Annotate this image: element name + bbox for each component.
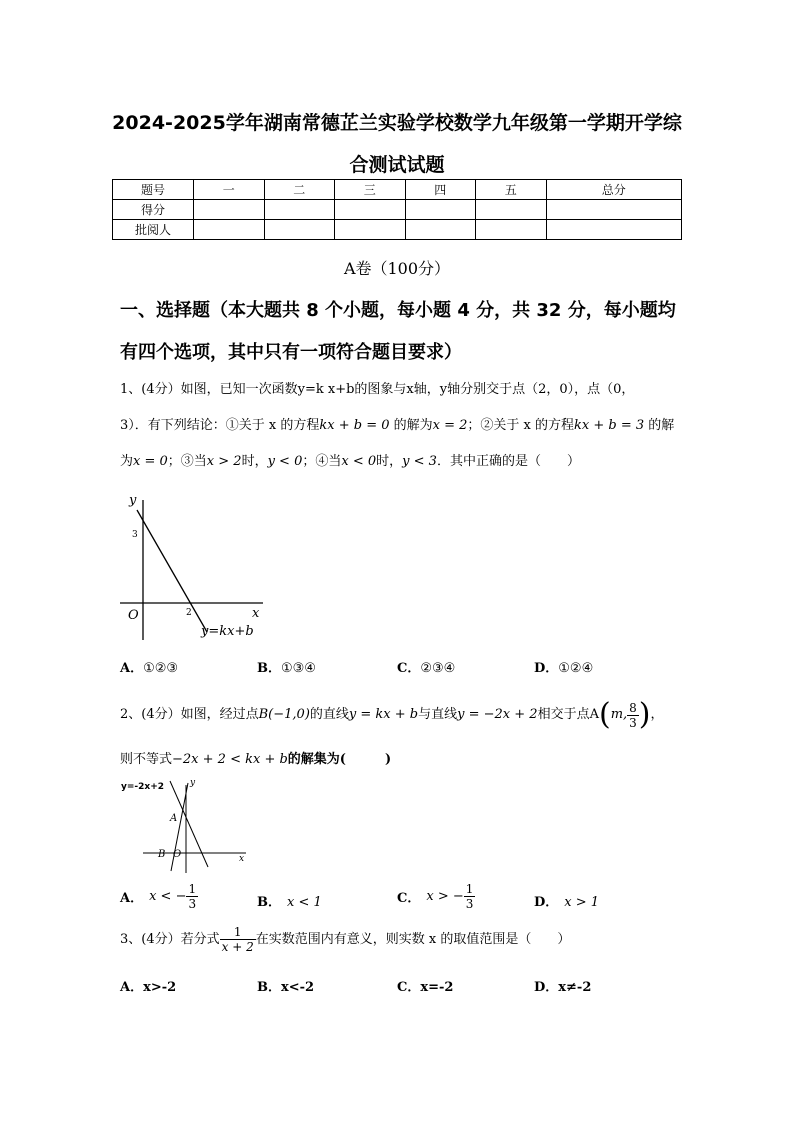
score-table-cell[interactable] <box>264 200 335 220</box>
q2-text: 则不等式 <box>120 752 173 767</box>
score-table-cell[interactable] <box>264 220 335 240</box>
q2-point-a-m: m, <box>610 707 628 722</box>
option-text: x < − <box>149 889 187 904</box>
q1-x-tick-label: 2 <box>186 608 192 618</box>
q2-line-label: y=-2x+2 <box>121 782 165 792</box>
q2-text: 的解集为( ) <box>287 752 392 767</box>
q2-point-a-graph-label: A <box>170 813 178 824</box>
q2-graph <box>118 775 253 875</box>
section1-title-line2: 有四个选项，其中只有一项符合题目要求） <box>120 342 462 363</box>
option-text: x > − <box>426 889 464 904</box>
q1-equation: y < 3 <box>402 454 437 469</box>
q2-option-a[interactable] <box>120 882 198 911</box>
q1-option-d[interactable] <box>534 657 593 676</box>
fraction-numerator: 1 <box>188 882 197 896</box>
q2-equation: y = −2x + 2 <box>457 707 538 722</box>
score-table-header-cell: 二 <box>264 180 335 200</box>
score-table-header-cell: 一 <box>194 180 265 200</box>
score-table-cell: 得分 <box>113 200 194 220</box>
score-table-cell[interactable] <box>335 200 406 220</box>
option-text: ①②④ <box>558 661 594 676</box>
option-letter: D． <box>534 980 559 995</box>
q3-option-d[interactable] <box>534 976 591 995</box>
section1-title-line1: 一、选择题（本大题共 8 个小题，每小题 4 分，共 32 分，每小题均 <box>120 300 676 321</box>
fraction-denominator: 3 <box>465 897 474 911</box>
score-table-cell[interactable] <box>335 220 406 240</box>
score-table-row <box>113 200 682 220</box>
q2-inequality: −2x + 2 < kx + b <box>172 752 288 767</box>
fraction-numerator: 8 <box>629 700 637 715</box>
score-table-header-cell: 五 <box>476 180 547 200</box>
q1-equation: y < 0 <box>267 454 303 469</box>
fraction-numerator: 1 <box>220 925 256 940</box>
fraction-denominator: x + 2 <box>221 940 254 954</box>
option-fraction <box>464 882 476 911</box>
option-letter: B． <box>257 895 281 910</box>
q1-equation: x < 0 <box>341 454 377 469</box>
q1-text: 的解 <box>644 418 675 433</box>
score-table-cell: 批阅人 <box>113 220 194 240</box>
q1-text: ；②关于 x 的方程 <box>467 418 575 433</box>
score-table-header-cell: 总分 <box>546 180 682 200</box>
score-table-cell[interactable] <box>476 200 547 220</box>
q1-option-c[interactable] <box>397 657 455 676</box>
q3-text: 3、(4分）若分式 <box>120 931 220 947</box>
fraction-numerator: 1 <box>465 882 474 896</box>
q1-function-line <box>137 510 207 632</box>
option-fraction <box>186 882 198 911</box>
q1-line2 <box>120 416 674 436</box>
score-table-cell[interactable] <box>194 220 265 240</box>
option-letter: C． <box>397 980 421 995</box>
q3-option-a[interactable] <box>120 976 176 995</box>
q1-text: 时， <box>376 454 403 469</box>
q1-text: 3）．有下列结论：①关于 x 的方程 <box>120 418 320 433</box>
option-text: ①②③ <box>143 661 179 676</box>
option-letter: D． <box>534 895 559 910</box>
score-table-header-cell: 四 <box>405 180 476 200</box>
option-text: x=-2 <box>420 980 454 995</box>
q1-line3 <box>120 452 580 472</box>
q1-equation: x = 2 <box>432 418 468 433</box>
q2-text: 2、(4分）如图，经过点 <box>120 707 259 722</box>
q3-option-c[interactable] <box>397 976 453 995</box>
q1-equation: kx + b = 3 <box>574 418 645 433</box>
q1-option-b[interactable] <box>257 657 316 676</box>
q2-equation: y = kx + b <box>348 707 419 722</box>
option-text: ②③④ <box>420 661 456 676</box>
q2-text: 与直线 <box>418 707 458 722</box>
score-table-row <box>113 220 682 240</box>
q1-line-label: y=kx+b <box>201 624 254 639</box>
q1-line1: 1、(4分）如图，已知一次函数y=k x+b的图象与x轴，y轴分别交于点（2，0），点（0， <box>120 382 635 397</box>
q3-text: 在实数范围内有意义，则实数 x 的取值范围是（ ） <box>255 931 571 947</box>
q2-option-c[interactable] <box>397 882 475 911</box>
q1-text: 的解为 <box>389 418 433 433</box>
q1-y-label: y <box>129 493 137 508</box>
q2-text: ， <box>650 707 664 722</box>
score-table-cell[interactable] <box>405 200 476 220</box>
q2-point-a-label: A <box>589 707 599 722</box>
q2-text: 相交于点 <box>537 707 590 722</box>
option-text: x≠-2 <box>558 980 592 995</box>
option-text: x < 1 <box>287 895 322 910</box>
q2-point-a-fraction <box>627 701 639 730</box>
option-letter: B． <box>257 980 281 995</box>
option-text: ①③④ <box>281 661 316 676</box>
page-title-line1: 2024-2025学年湖南常德芷兰实验学校数学九年级第一学期开学综 <box>112 112 682 134</box>
q2-point-b-graph-label: B <box>158 849 166 860</box>
option-text: x>-2 <box>143 980 177 995</box>
q1-graph <box>115 492 275 644</box>
score-table-cell[interactable] <box>546 200 682 220</box>
score-table-cell[interactable] <box>476 220 547 240</box>
q2-paren-open: ( <box>598 697 611 732</box>
q2-y-label: y <box>190 778 196 788</box>
q3-fraction <box>220 925 256 954</box>
q3-option-b[interactable] <box>257 976 314 995</box>
option-letter: D． <box>534 661 559 676</box>
q2-line1 <box>120 697 664 732</box>
q2-paren-close: ) <box>638 697 651 732</box>
option-letter: C． <box>397 661 421 676</box>
q1-equation: x > 2 <box>206 454 242 469</box>
q2-origin-label: O <box>173 849 182 860</box>
q1-origin-label: O <box>128 608 139 623</box>
score-table-header-row <box>113 180 682 200</box>
q1-equation: x = 0 <box>133 454 168 469</box>
q1-x-label: x <box>252 606 260 621</box>
option-letter: A． <box>120 891 144 906</box>
option-text: x > 1 <box>564 895 600 910</box>
q2-point-b: B(−1,0) <box>258 707 310 722</box>
q2-line2 <box>120 750 391 770</box>
fraction-denominator: 3 <box>188 897 197 911</box>
q1-text: ；④当 <box>302 454 342 469</box>
q1-equation: kx + b = 0 <box>319 418 390 433</box>
option-letter: A． <box>120 980 144 995</box>
score-table-cell[interactable] <box>546 220 682 240</box>
fraction-denominator: 3 <box>629 715 637 730</box>
q2-option-d[interactable] <box>534 891 599 910</box>
q3-line1 <box>120 925 570 954</box>
page-title-line2: 合测试试题 <box>349 154 445 176</box>
score-table-cell[interactable] <box>194 200 265 220</box>
option-letter: B． <box>257 661 281 676</box>
q1-option-a[interactable] <box>120 657 178 676</box>
volume-title: A卷（100分） <box>343 259 451 278</box>
score-table-cell[interactable] <box>405 220 476 240</box>
q1-text: 为 <box>120 454 134 469</box>
q2-x-label: x <box>239 854 245 864</box>
q2-text: 的直线 <box>309 707 349 722</box>
score-table <box>112 179 682 240</box>
q1-text: ．其中正确的是（ ） <box>436 454 580 469</box>
option-text: x<-2 <box>281 980 315 995</box>
option-letter: C． <box>397 891 421 906</box>
score-table-header-cell: 三 <box>335 180 406 200</box>
q1-text: ；③当 <box>167 454 207 469</box>
q2-option-b[interactable] <box>257 891 322 910</box>
score-table-header-cell: 题号 <box>113 180 194 200</box>
q1-y-tick-label: 3 <box>132 530 138 540</box>
option-letter: A． <box>120 661 144 676</box>
q1-text: 时， <box>241 454 268 469</box>
